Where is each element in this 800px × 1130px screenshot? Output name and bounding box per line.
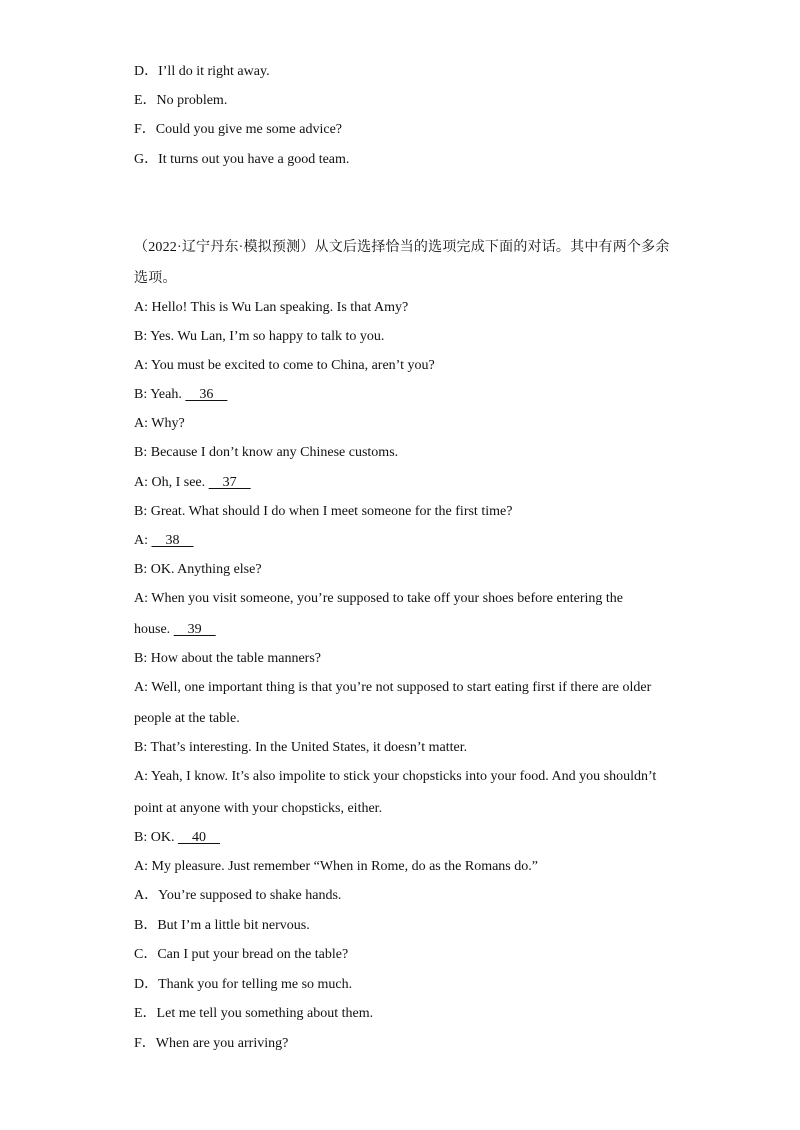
- option-f: F．When are you arriving?: [134, 1036, 289, 1051]
- dialogue-line: A: My pleasure. Just remember “When in Rome, do as the Romans do.”: [134, 859, 538, 874]
- dialogue-line: A: Yeah, I know. It’s also impolite to stick your chopsticks into your food. And you shouldn’t: [134, 769, 657, 784]
- dialogue-line: point at anyone with your chopsticks, either.: [134, 801, 383, 816]
- dialogue-line: A: Well, one important thing is that you’re not supposed to start eating first if there are older: [134, 680, 652, 695]
- dialogue-line: B: Great. What should I do when I meet someone for the first time?: [134, 504, 513, 519]
- dialogue-line: B: How about the table manners?: [134, 651, 322, 666]
- blank-39: 39: [173, 622, 216, 637]
- blank-38: 38: [151, 533, 194, 548]
- dialogue-line: [134, 829, 694, 847]
- dialogue-line: B: Yes. Wu Lan, I’m so happy to talk to you.: [134, 329, 385, 344]
- dialogue-line: A: Hello! This is Wu Lan speaking. Is that Amy?: [134, 300, 409, 315]
- blank-40: 40: [177, 830, 220, 845]
- dialogue-text: A:: [134, 533, 152, 548]
- dialogue-line: A: You must be excited to come to China, aren’t you?: [134, 358, 435, 373]
- dialogue-line: B: Because I don’t know any Chinese customs.: [134, 445, 399, 460]
- option-c: C．Can I put your bread on the table?: [134, 947, 349, 962]
- dialogue-line: B: That’s interesting. In the United States, it doesn’t matter.: [134, 740, 468, 755]
- option-d: D．Thank you for telling me so much.: [134, 977, 353, 992]
- dialogue-line: A: When you visit someone, you’re supposed to take off your shoes before entering the: [134, 591, 623, 606]
- prev-option-d: D．I’ll do it right away.: [134, 64, 270, 79]
- blank-37: 37: [208, 475, 251, 490]
- option-a: A．You’re supposed to shake hands.: [134, 888, 342, 903]
- blank-36: 36: [185, 387, 228, 402]
- dialogue-text: B: OK.: [134, 830, 178, 845]
- option-b: B．But I’m a little bit nervous.: [134, 918, 310, 933]
- dialogue-line: [134, 474, 694, 492]
- dialogue-text: A: Oh, I see.: [134, 475, 209, 490]
- question-intro: （2022·辽宁丹东·模拟预测）从文后选择恰当的选项完成下面的对话。其中有两个多余: [134, 240, 670, 255]
- prev-option-e: E．No problem.: [134, 93, 228, 108]
- question-intro-cont: 选项。: [134, 271, 177, 286]
- dialogue-text: B: Yeah.: [134, 387, 186, 402]
- dialogue-line: [134, 532, 694, 550]
- option-e: E．Let me tell you something about them.: [134, 1006, 374, 1021]
- dialogue-line: A: Why?: [134, 416, 185, 431]
- prev-option-f: F．Could you give me some advice?: [134, 122, 343, 137]
- dialogue-text: house.: [134, 622, 174, 637]
- prev-option-g: G．It turns out you have a good team.: [134, 152, 350, 167]
- dialogue-line: [134, 386, 694, 404]
- dialogue-line: B: OK. Anything else?: [134, 562, 262, 577]
- dialogue-line: [134, 621, 694, 639]
- dialogue-line: people at the table.: [134, 711, 240, 726]
